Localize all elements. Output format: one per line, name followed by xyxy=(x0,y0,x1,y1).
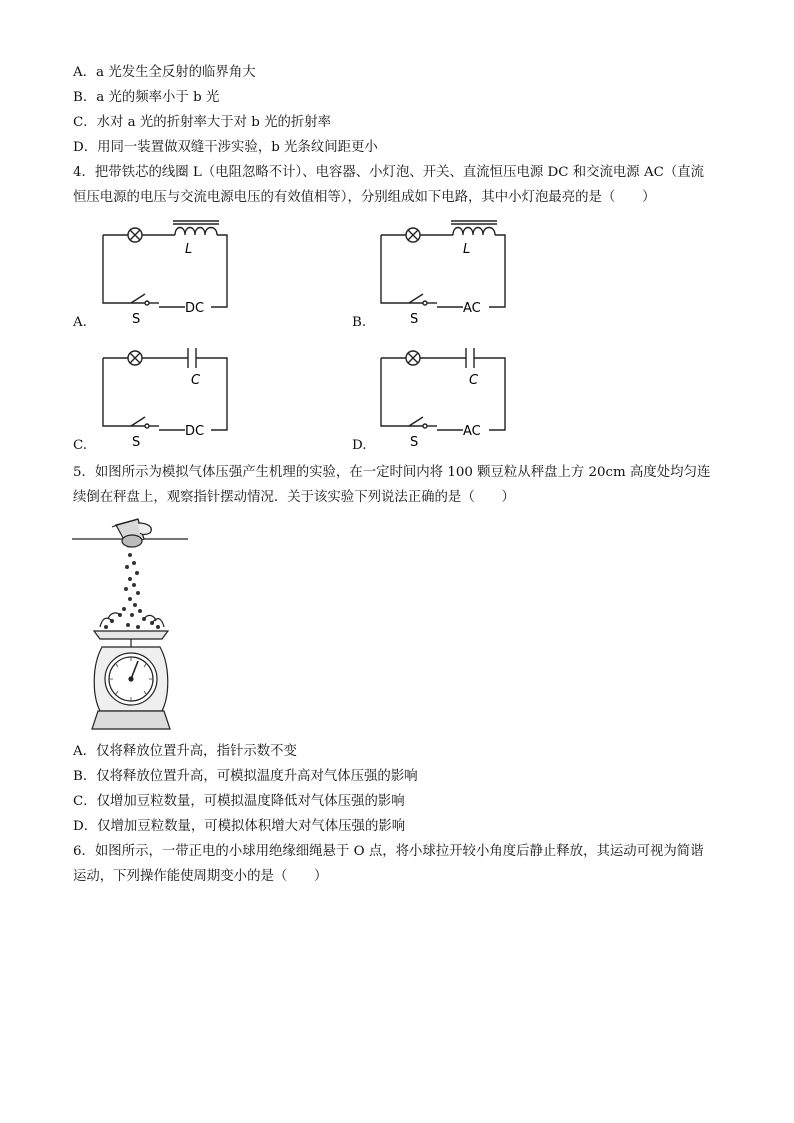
q3-option-c: C．水对 a 光的折射率大于对 b 光的折射率 xyxy=(73,115,332,130)
q5-option-d: D．仅增加豆粒数量，可模拟体积增大对气体压强的影响 xyxy=(73,819,406,834)
circuit-c-switch-label: S xyxy=(132,435,141,450)
q6-stem-line2: 运动，下列操作能使周期变小的是（ ） xyxy=(73,869,328,884)
bean-scale-figure xyxy=(72,515,190,733)
circuit-b-source-label: AC xyxy=(463,301,481,316)
circuit-a xyxy=(99,215,233,331)
q6-stem-line1: 6．如图所示，一带正电的小球用绝缘细绳悬于 O 点，将小球拉开较小角度后静止释放，其运动可视为简谐 xyxy=(73,844,704,859)
circuit-c-component-label: C xyxy=(191,373,201,388)
circuit-d xyxy=(377,338,511,454)
circuit-a-source-label: DC xyxy=(185,301,205,316)
circuit-b xyxy=(377,215,511,331)
circuit-b-switch-label: S xyxy=(410,312,419,327)
circuit-c xyxy=(99,338,233,454)
circuit-a-switch-label: S xyxy=(132,312,141,327)
q4-stem-line2: 恒压电源的电压与交流电源电压的有效值相等），分别组成如下电路，其中小灯泡最亮的是（ ） xyxy=(73,190,656,205)
circuit-c-source-label: DC xyxy=(185,424,205,439)
q4-option-c-letter: C. xyxy=(73,438,88,453)
q5-stem-line1: 5．如图所示为模拟气体压强产生机理的实验，在一定时间内将 100 颗豆粒从秤盘上方 20cm 高度处均匀连 xyxy=(73,465,711,480)
circuit-a-component-label: L xyxy=(185,242,193,257)
q3-option-a: A．a 光发生全反射的临界角大 xyxy=(73,65,256,80)
q3-option-d: D．用同一装置做双缝干涉实验，b 光条纹间距更小 xyxy=(73,140,378,155)
q5-option-a: A．仅将释放位置升高，指针示数不变 xyxy=(73,744,297,759)
circuit-d-component-label: C xyxy=(469,373,479,388)
q4-option-a-letter: A. xyxy=(73,315,87,330)
q5-stem-line2: 续倒在秤盘上，观察指针摆动情况．关于该实验下列说法正确的是（ ） xyxy=(73,490,515,505)
q4-option-b-letter: B. xyxy=(352,315,367,330)
q3-option-b: B．a 光的频率小于 b 光 xyxy=(73,90,220,105)
q5-option-b: B．仅将释放位置升高，可模拟温度升高对气体压强的影响 xyxy=(73,769,418,784)
circuit-d-switch-label: S xyxy=(410,435,419,450)
q4-option-d-letter: D. xyxy=(352,438,367,453)
q5-option-c: C．仅增加豆粒数量，可模拟温度降低对气体压强的影响 xyxy=(73,794,405,809)
q4-stem-line1: 4．把带铁芯的线圈 L（电阻忽略不计）、电容器、小灯泡、开关、直流恒压电源 DC 和交流电源 AC（直流 xyxy=(73,165,705,180)
circuit-b-component-label: L xyxy=(463,242,471,257)
circuit-d-source-label: AC xyxy=(463,424,481,439)
